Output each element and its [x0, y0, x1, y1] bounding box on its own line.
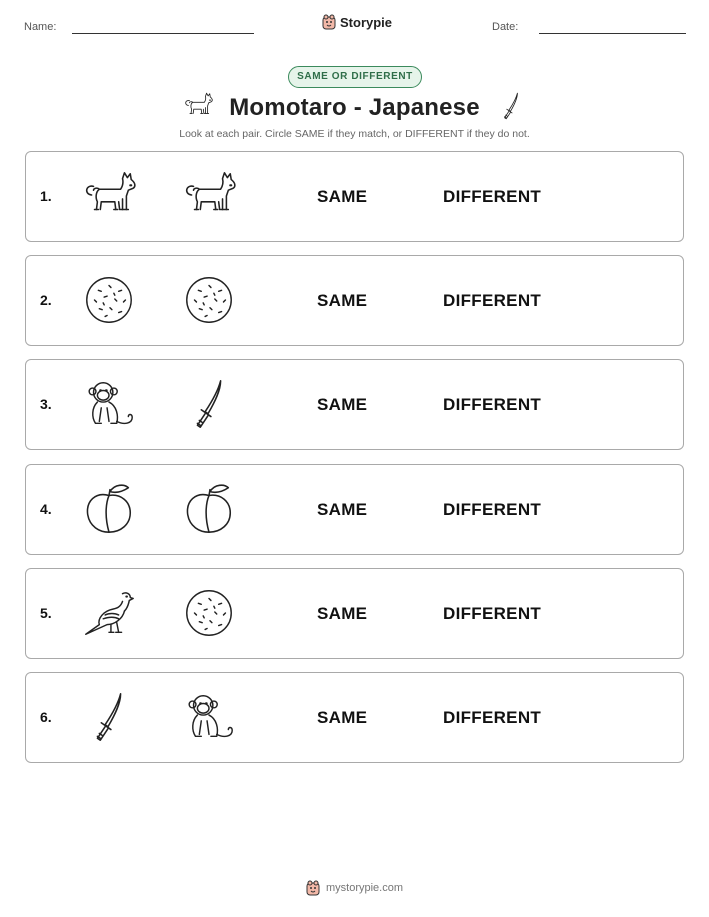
worksheet-type-badge: SAME OR DIFFERENT: [288, 66, 422, 88]
question-number: 5.: [40, 604, 52, 621]
sword-icon: [180, 375, 238, 433]
dog-icon: [181, 90, 215, 127]
different-option[interactable]: DIFFERENT: [443, 395, 542, 415]
storypie-icon: [306, 880, 320, 896]
title-row: [0, 90, 709, 126]
footer: [0, 880, 709, 896]
same-option[interactable]: SAME: [317, 499, 368, 519]
name-label: Name:: [24, 21, 57, 33]
same-option[interactable]: SAME: [317, 291, 368, 311]
question-row: [25, 151, 684, 242]
peach-icon: [180, 480, 238, 538]
pheasant-icon: [80, 584, 138, 642]
date-label: Date:: [492, 21, 519, 33]
question-row: [25, 464, 684, 555]
storypie-icon: [322, 14, 336, 30]
question-number: 4.: [40, 500, 52, 517]
sword-icon: [80, 688, 138, 746]
different-option[interactable]: DIFFERENT: [443, 708, 542, 727]
instructions: Look at each pair. Circle SAME if they match, or DIFFERENT if they do not.: [179, 128, 530, 140]
same-option[interactable]: SAME: [317, 187, 368, 206]
question-number: 3.: [40, 396, 52, 413]
same-option[interactable]: SAME: [317, 708, 368, 727]
different-option[interactable]: DIFFERENT: [443, 291, 542, 311]
question-row: [25, 568, 684, 659]
dumpling-icon: [180, 584, 238, 642]
name-line[interactable]: [72, 33, 254, 34]
different-option[interactable]: DIFFERENT: [443, 499, 542, 519]
dog-icon: [80, 167, 138, 225]
monkey-icon: [80, 375, 138, 433]
question-row: [25, 359, 684, 450]
peach-icon: [80, 480, 138, 538]
dog-icon: [180, 167, 238, 225]
dumpling-icon: [180, 271, 238, 329]
question-row: [25, 672, 684, 763]
page-title: Momotaro - Japanese: [229, 94, 480, 121]
same-option[interactable]: SAME: [317, 603, 368, 623]
sword-icon: [494, 90, 528, 127]
different-option[interactable]: DIFFERENT: [443, 603, 542, 623]
monkey-icon: [180, 688, 238, 746]
brand-logo: [322, 14, 392, 30]
footer-url[interactable]: mystorypie.com: [325, 882, 404, 894]
different-option[interactable]: DIFFERENT: [443, 187, 542, 206]
dumpling-icon: [80, 271, 138, 329]
question-number: 1.: [40, 188, 52, 204]
question-number: 6.: [40, 709, 52, 725]
question-number: 2.: [40, 292, 52, 309]
date-line[interactable]: [539, 33, 686, 34]
same-option[interactable]: SAME: [317, 395, 368, 415]
brand-name: Storypie: [340, 14, 393, 30]
question-row: [25, 255, 684, 346]
